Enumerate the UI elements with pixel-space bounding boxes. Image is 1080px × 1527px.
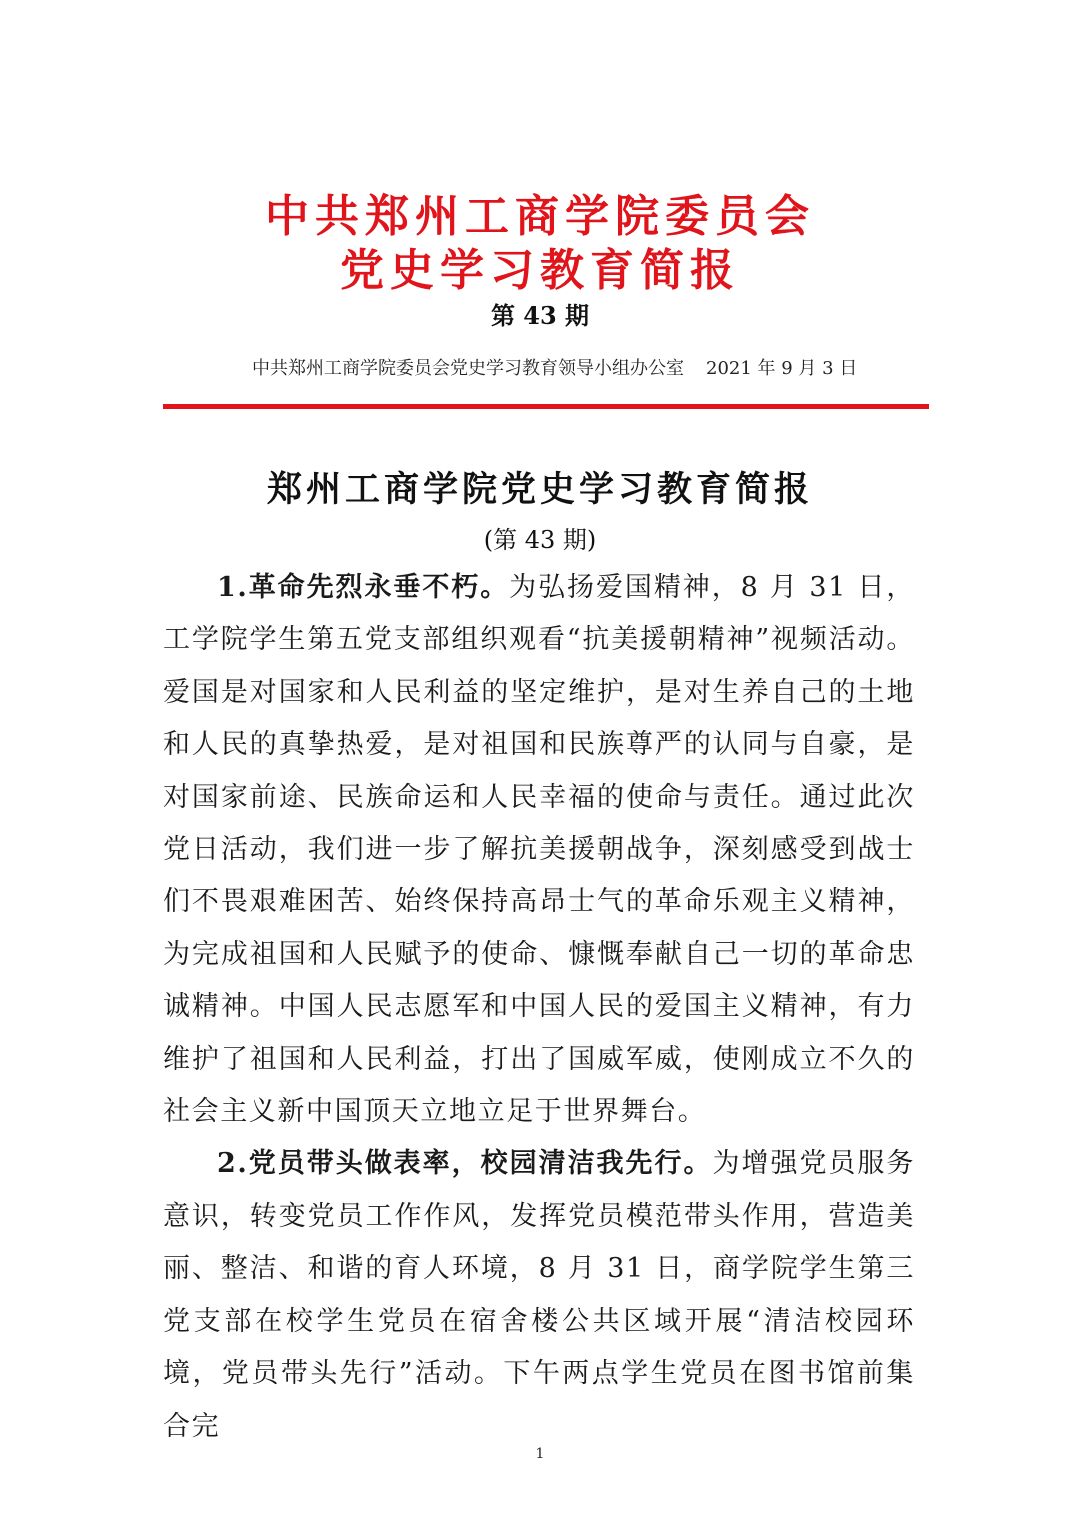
news-item-heading: 2.党员带头做表率，校园清洁我先行。	[217, 1148, 713, 1180]
news-item-text: 为弘扬爱国精神，8 月 31 日，工学院学生第五党支部组织观看“抗美援朝精神”视频活动。爱国是对国家和人民利益的坚定维护，是对生养自己的土地和人民的真挚热爱，是对祖国和民族尊严的认同与自豪，是对国家前途、民族命运和人民幸福的使命与责任。通过此次党日活动，我们进一步了解抗美援朝战争，深刻感受到战士们不畏艰难困苦、始终保持高昂士气的革命乐观主义精神，为完成祖国和人民赋予的使命、慷慨奉献自己一切的革命忠诚精神。中国人民志愿军和中国人民的爱国主义精神，有力维护了祖国和人民利益，打出了国威军威，使刚成立不久的社会主义新中国顶天立地立足于世界舞台。	[163, 572, 916, 1128]
document-title: 郑州工商学院党史学习教育简报	[266, 469, 813, 510]
issue-date: 2021 年 9 月 3 日	[706, 358, 858, 379]
news-item-heading: 1.革命先烈永垂不朽。	[217, 572, 510, 603]
page-number: 1	[535, 1446, 545, 1462]
masthead-title-line2: 党史学习教育简报	[340, 245, 740, 296]
issue-number: 第 43 期	[490, 301, 590, 330]
news-item-2	[163, 1138, 915, 1452]
news-item-text: 为增强党员服务意识，转变党员工作作风，发挥党员模范带头作用，营造美丽、整洁、和谐的育人环境，8 月 31 日，商学院学生第三党支部在校学生党员在宿舍楼公共区域开展“清洁校园环境，党员带头先行”活动。下午两点学生党员在图书馆前集合完	[163, 1148, 915, 1442]
document-subtitle: (第 43 期)	[483, 526, 597, 554]
document-body	[163, 562, 915, 1453]
masthead-title-line1: 中共郑州工商学院委员会	[265, 191, 815, 242]
issuing-office: 中共郑州工商学院委员会党史学习教育领导小组办公室	[252, 358, 684, 379]
news-item-1	[163, 562, 915, 1138]
red-divider	[163, 404, 929, 409]
